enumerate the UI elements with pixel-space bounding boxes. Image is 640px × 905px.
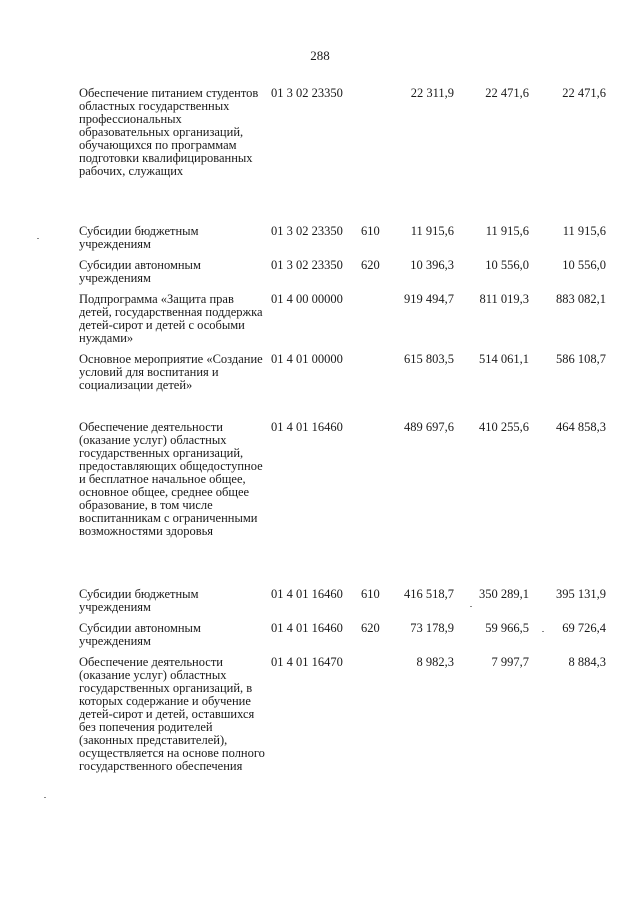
row-value-1: 22 311,9 (410, 86, 454, 100)
row-value-3: 22 471,6 (562, 86, 606, 100)
row-value-1: 615 803,5 (404, 352, 454, 366)
row-value-3: 11 915,6 (562, 224, 606, 238)
row-name: Субсидии автономным учреждениям (79, 621, 201, 648)
row-value-2: 514 061,1 (479, 352, 529, 366)
row-expense-type: 610 (361, 224, 380, 238)
row-name: Обеспечение деятельности (оказание услуг) областных государственных организаций, в которых содержание и обучение детей-сирот и детей, оставшихся без попечения родителей (законных представителей), осуществляется на основе полного государственного обеспечения (79, 655, 265, 773)
row-value-2: 59 966,5 (485, 621, 529, 635)
row-value-3: 69 726,4 (562, 621, 606, 635)
row-code: 01 3 02 23350 (271, 224, 343, 238)
row-value-3: 8 884,3 (568, 655, 606, 669)
row-name: Обеспечение питанием студентов областных государственных профессиональных образовательных организаций, обучающихся по программам подготовки квалифицированных рабочих, служащих (79, 86, 259, 178)
row-name: Основное мероприятие «Создание условий для воспитания и социализации детей» (79, 352, 263, 392)
scan-speck (37, 238, 39, 239)
row-value-2: 10 556,0 (485, 258, 529, 272)
row-expense-type: 610 (361, 587, 380, 601)
row-code: 01 4 01 00000 (271, 352, 343, 366)
row-name: Подпрограмма «Защита прав детей, государственная поддержка детей-сирот и детей с особыми нуждами» (79, 292, 263, 345)
row-name: Субсидии бюджетным учреждениям (79, 587, 199, 614)
scan-speck (44, 797, 46, 798)
row-name: Субсидии бюджетным учреждениям (79, 224, 199, 251)
row-code: 01 4 01 16460 (271, 420, 343, 434)
row-expense-type: 620 (361, 621, 380, 635)
row-value-3: 586 108,7 (556, 352, 606, 366)
row-value-1: 919 494,7 (404, 292, 454, 306)
row-value-2: 350 289,1 (479, 587, 529, 601)
row-code: 01 4 01 16460 (271, 587, 343, 601)
row-value-3: 464 858,3 (556, 420, 606, 434)
row-value-1: 8 982,3 (416, 655, 454, 669)
row-value-1: 489 697,6 (404, 420, 454, 434)
row-value-2: 410 255,6 (479, 420, 529, 434)
row-name: Обеспечение деятельности (оказание услуг) областных государственных организаций, предоставляющих общедоступное и бесплатное начальное общее, основное общее, среднее общее образование, в том числе воспитанникам с ограниченными возможностями здоровья (79, 420, 263, 538)
row-code: 01 3 02 23350 (271, 86, 343, 100)
row-value-2: 22 471,6 (485, 86, 529, 100)
row-value-2: 11 915,6 (485, 224, 529, 238)
row-value-1: 416 518,7 (404, 587, 454, 601)
row-value-3: 395 131,9 (556, 587, 606, 601)
row-code: 01 4 01 16460 (271, 621, 343, 635)
row-value-1: 11 915,6 (410, 224, 454, 238)
row-code: 01 4 01 16470 (271, 655, 343, 669)
row-code: 01 3 02 23350 (271, 258, 343, 272)
row-expense-type: 620 (361, 258, 380, 272)
scan-speck (470, 606, 472, 607)
row-value-3: 883 082,1 (556, 292, 606, 306)
row-value-2: 811 019,3 (479, 292, 529, 306)
row-value-1: 10 396,3 (410, 258, 454, 272)
scan-speck (542, 631, 544, 632)
row-code: 01 4 00 00000 (271, 292, 343, 306)
row-value-3: 10 556,0 (562, 258, 606, 272)
row-name: Субсидии автономным учреждениям (79, 258, 201, 285)
row-value-1: 73 178,9 (410, 621, 454, 635)
row-value-2: 7 997,7 (491, 655, 529, 669)
page-number: 288 (310, 48, 330, 63)
